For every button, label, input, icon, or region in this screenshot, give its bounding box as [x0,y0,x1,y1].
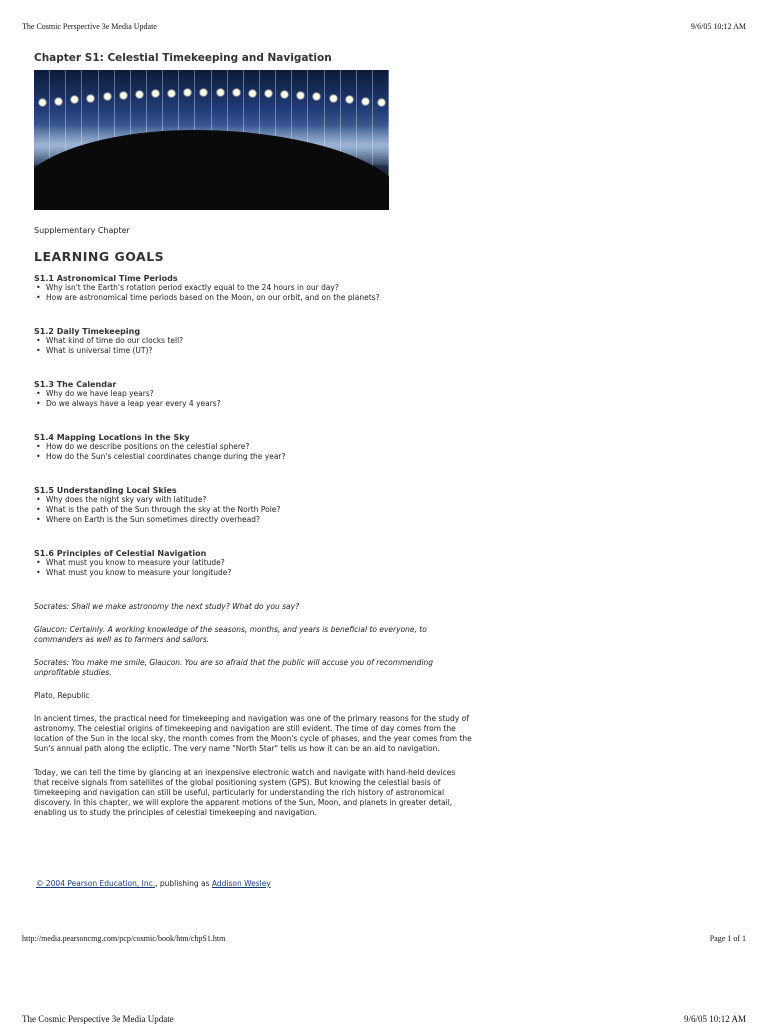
list-item: • What is universal time (UT)? [46,346,474,356]
print-footer-secondary [22,1014,746,1024]
list-item: • Where on Earth is the Sun sometimes directly overhead? [46,515,474,525]
print-footer2-date: 9/6/05 10:12 AM [683,1014,746,1024]
quote-line: Glaucon: Certainly. A working knowledge of the seasons, months, and years is beneficial to everyone, to commanders as well as to farmers and sailors. [34,625,427,644]
learning-goal-section [34,380,474,409]
section-question-list [34,389,474,409]
list-item: • What is the path of the Sun through the sky at the North Pole? [46,505,474,515]
print-footer [22,934,746,943]
section-question-list [34,336,474,356]
chapter-banner-image [34,70,389,210]
learning-goal-section [34,327,474,356]
list-item: • Why does the night sky vary with latitude? [46,495,474,505]
list-item: • What must you know to measure your latitude? [46,558,474,568]
print-header-date: 9/6/05 10:12 AM [690,22,746,31]
body-paragraph: Today, we can tell the time by glancing at an inexpensive electronic watch and navigate with hand-held devices that receive signals from satellites of the global positioning system (GPS). But knowing the celestial basis of timekeeping and navigation can still be useful, particularly for understanding the rich history of astronomical discovery. In this chapter, we will explore the apparent motions of the Sun, Moon, and planets in greater detail, enabling us to study the principles of celestial timekeeping and navigation. [34,768,456,817]
list-item: • Why isn't the Earth's rotation period exactly equal to the 24 hours in our day? [46,283,474,293]
quote-line: Socrates: Shall we make astronomy the next study? What do you say? [34,602,300,611]
section-question-list [34,442,474,462]
section-question-list [34,558,474,578]
page-content [34,52,474,832]
section-title: S1.6 Principles of Celestial Navigation [34,549,207,558]
quotes [34,602,474,678]
list-item: • Why do we have leap years? [46,389,474,399]
copyright-line [36,879,271,888]
copyright-middle: , publishing as [155,879,212,888]
list-item: • How are astronomical time periods based on the Moon, on our orbit, and on the planets? [46,293,474,303]
section-title: S1.4 Mapping Locations in the Sky [34,433,190,442]
body-paragraph: In ancient times, the practical need for timekeeping and navigation was one of the primary reasons for the study of astronomy. The celestial origins of timekeeping and navigation are still evident. The time of day comes from the location of the Sun in the local sky, the month comes from the Moon's cycle of phases, and the year comes from the Sun's annual path along the ecliptic. The very name "North Star" tells us how it can be an aid to navigation. [34,714,472,753]
print-header-title: The Cosmic Perspective 3e Media Update [22,22,157,31]
supplementary-label: Supplementary Chapter [34,226,130,235]
list-item: • What kind of time do our clocks tell? [46,336,474,346]
learning-goals-list [34,274,474,578]
copyright-link[interactable]: © 2004 Pearson Education, Inc. [36,879,156,888]
learning-goals-heading: LEARNING GOALS [34,249,165,264]
section-title: S1.3 The Calendar [34,380,117,389]
learning-goal-section [34,549,474,578]
learning-goal-section [34,433,474,462]
publisher-link[interactable]: Addison Wesley [211,879,271,888]
list-item: • What must you know to measure your longitude? [46,568,474,578]
section-title: S1.5 Understanding Local Skies [34,486,177,495]
print-footer2-title: The Cosmic Perspective 3e Media Update [22,1014,174,1024]
section-title: S1.1 Astronomical Time Periods [34,274,178,283]
body-text [34,714,474,818]
section-title: S1.2 Daily Timekeeping [34,327,141,336]
print-header [22,22,746,31]
list-item: • Do we always have a leap year every 4 years? [46,399,474,409]
learning-goal-section [34,274,474,303]
learning-goal-section [34,486,474,525]
print-footer-page: Page 1 of 1 [709,934,746,943]
section-question-list [34,283,474,303]
section-question-list [34,495,474,525]
print-footer-url: http://media.pearsoncmg.com/pcp/cosmic/book/htm/chpS1.htm [22,934,226,943]
attribution: Plato, Republic [34,691,90,700]
chapter-title: Chapter S1: Celestial Timekeeping and Navigation [34,52,332,64]
quote-line: Socrates: You make me smile, Glaucon. You are so afraid that the public will accuse you of recommending unprofitable studies. [34,658,434,677]
list-item: • How do the Sun's celestial coordinates change during the year? [46,452,474,462]
list-item: • How do we describe positions on the celestial sphere? [46,442,474,452]
